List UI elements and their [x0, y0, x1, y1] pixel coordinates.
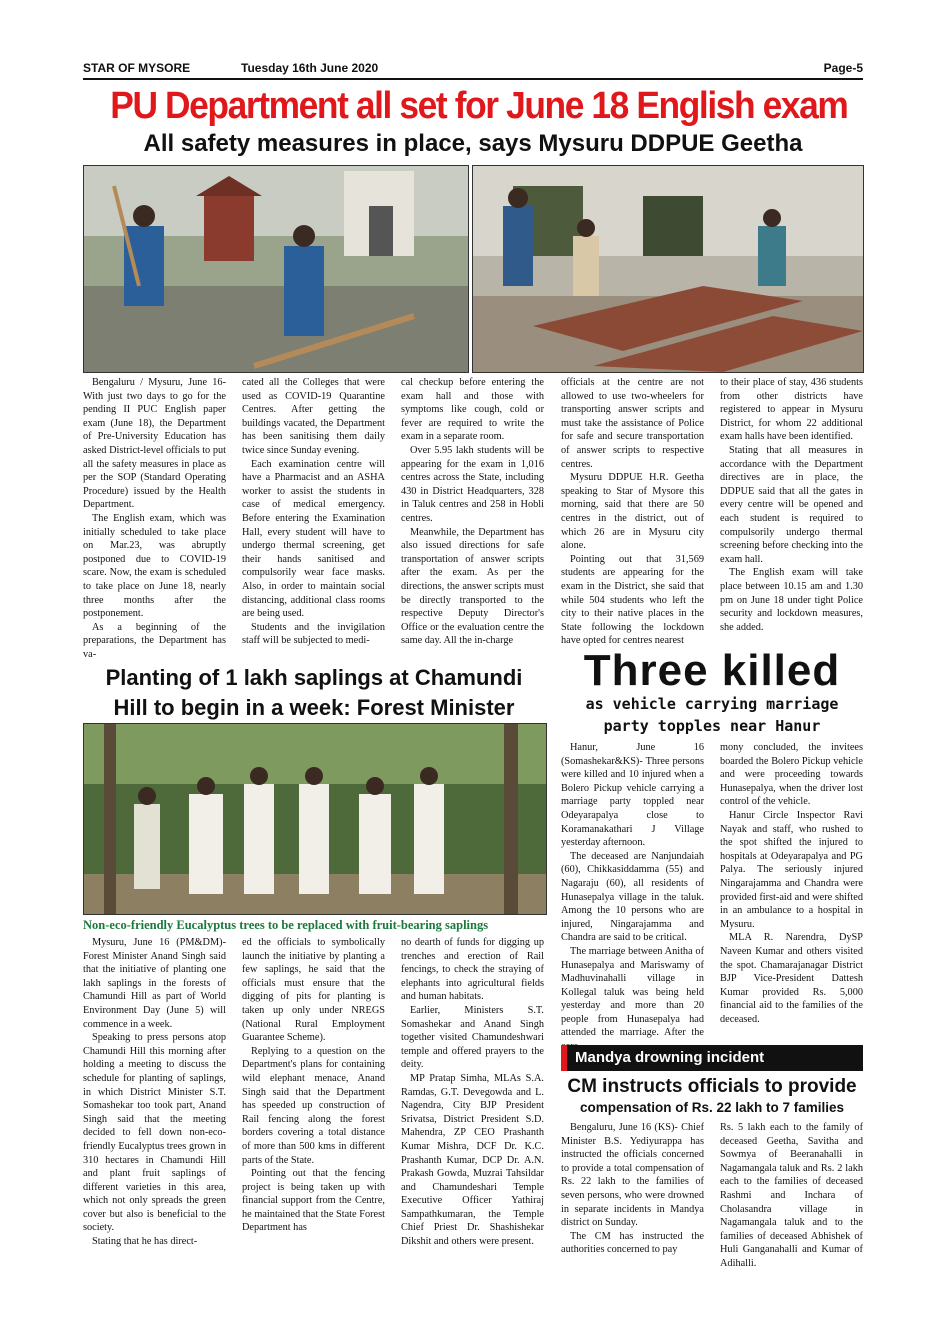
story3-column-2	[720, 741, 863, 1036]
paragraph: ed the officials to symbolically launch the initiative by planting a few saplings, he said that the officials must ensure that the digging of pits for planting is taken up only under NREGS (National Rural Employment Guarantee Scheme).	[242, 937, 385, 1044]
paragraph: Hanur Circle Inspector Ravi Nayak and staff, who rushed to the spot shifted the injured to hospitals at Odeyarapalya and PG Palya. The seriously injured Ningarajamma and Chandra were provided first-aid and were shifted in an ambulance to a hospital in Mysuru.	[720, 809, 863, 930]
story1-column-3	[401, 376, 544, 652]
photo-sanitising-gate	[83, 165, 469, 373]
photo-sanitising-gate-illustration	[84, 166, 468, 372]
paragraph: Stating that he has direct-	[92, 1236, 198, 1248]
paragraph: The English exam, which was initially scheduled to take place on Mar.23, was abruptly postponed due to COVID-19 scare. Now, the exam is scheduled to take place on June 18, nearly three months after the postponement.	[83, 512, 226, 620]
paragraph: The CM has instructed the authorities concerned to pay	[561, 1230, 704, 1256]
paragraph: MLA R. Narendra, DySP Naveen Kumar and others visited the spot. Chamarajanagar District BJP Vice-President Dattesh Kumar provided Rs. 5,000 financial aid to the families of the deceased.	[720, 932, 863, 1025]
story1-column-2	[242, 376, 385, 652]
issue-date: Tuesday 16th June 2020	[241, 61, 379, 75]
paragraph: Hanur, June 16 (Somashekar&KS)- Three persons were killed and 10 injured when a Bolero Pickup vehicle carrying a marriage party toppled near Odeyarapalya close to Koramanakathari J Village yesterday afternoon.	[561, 742, 704, 849]
paragraph: MP Pratap Simha, MLAs S.A. Ramdas, G.T. Devegowda and L. Nagendra, City BJP President Srivatsa, District President S.D. Mahendra, ZP CEO Prashanth Kumar Mishra, DCF Dr. K.C. Prashanth Kumar, DCP Dr. A.N. Prakash Gowda, Muzrai Tahsildar and Chamundeshari Temple Executive Officer Yathiraj Sampathkumaran, the Temple Chief Priest Dr. Shashishekar Dikshit and others were present.	[401, 1072, 544, 1248]
paragraph: Mysuru, June 16 (PM&DM)- Forest Minister Anand Singh said that the initiative of planting one lakh saplings in the forests of Chamundi Hill as part of World Environment Day (June 5) will commence in a week.	[83, 937, 226, 1030]
story1-column-1	[83, 376, 226, 660]
paragraph: Pointing out that the fencing project is being taken up with financial support from the Centre, he maintained that the State Forest Department has	[242, 1168, 385, 1234]
paragraph: As a beginning of the preparations, the Department has va-	[83, 621, 226, 660]
story4-subhead: compensation of Rs. 22 lakh to 7 families	[579, 1100, 845, 1115]
photo-chamundi-hill-illustration	[84, 724, 546, 914]
paragraph: The English exam will take place between 10.15 am and 1.30 pm on June 18 under tight Police security and lockdown measures, she added.	[720, 567, 863, 633]
story4-column-1	[561, 1121, 704, 1266]
story2-headline-line1: Planting of 1 lakh saplings at Chamundi	[105, 665, 523, 690]
story2-column-3	[401, 936, 544, 1266]
story1-column-5	[720, 376, 863, 652]
paragraph: Stating that all measures in accordance with the Department directives are in place, the DDPUE said that all the gates in every centre will be opened and each student is required to compulsorily undergo thermal screening before checking into the exam hall.	[720, 444, 863, 565]
paragraph: officials at the centre are not allowed to use two-wheelers for transporting answer scripts and must take the assistance of Police for safe and secure transportation of answer scripts to respective centres.	[561, 377, 704, 470]
paragraph: mony concluded, the invitees boarded the Bolero Pickup vehicle and were proceeding towards Hunasepalya, when the driver lost control of the vehicle.	[720, 742, 863, 808]
paragraph: Rs. 5 lakh each to the family of deceased Geetha, Savitha and Sowmya of Beeranahalli in Nagamangala taluk and Rs. 2 lakh each to the families of deceased Rashmi and Inchara of Cholasandra village in Nagamangala taluk and to the families of deceased Abhishek of Huli Ganganahalli and Kumar of Adihalli.	[720, 1122, 863, 1269]
paragraph: Meanwhile, the Department has also issued directions for safe transportation of answer scripts after the exam. As per the directions, the answer scripts must be directly transported to the respective Deputy Director's Office or the evaluation centre the same day. All the in-charge	[401, 526, 544, 647]
main-subheadline: All safety measures in place, says Mysuru DDPUE Geetha	[143, 130, 803, 157]
page-number: Page-5	[823, 61, 863, 75]
paragraph: cal checkup before entering the exam hall and those with symptoms like cough, cold or fever are required to write the exam in a separate room.	[401, 377, 544, 443]
paragraph: Mysuru DDPUE H.R. Geetha speaking to Star of Mysore this morning, said that there are 50 centres in the district, out of which 26 are in Mysuru city alone.	[561, 472, 704, 552]
story4-headline: CM instructs officials to provide	[567, 1076, 857, 1097]
paragraph: cated all the Colleges that were used as COVID-19 Quarantine Centres. After getting the buildings vacated, the Department has been sanitising them daily twice since Sunday evening.	[242, 377, 385, 456]
paragraph: Speaking to press persons atop Chamundi Hill this morning after holding a meeting to discuss the schedule for planting of saplings, in which District Minister S.T. Somashekar too took part, Anand Singh said that the meeting decided to fell down non-eco-friendly Eucalyptus trees grown in 310 hectares in Chamundi Hill and plant fruit saplings of different varieties in this area, which not only spreads the green cover but also is beneficial to the society.	[83, 1032, 226, 1234]
photo-exam-hall-illustration	[473, 166, 863, 372]
story3-column-1	[561, 741, 704, 1039]
paragraph: Over 5.95 lakh students will be appearing for the exam in 1,016 centres across the State, including 430 in District Headquarters, 328 in Taluk centres and 258 in Hobli centres.	[401, 444, 544, 524]
paragraph: Pointing out that 31,569 students are appearing for the exam in the District, she said that while 504 students who left the city to their native places in the State following the lockdown have opted for centres nearest	[561, 553, 704, 647]
story4-column-2	[720, 1121, 863, 1269]
story3-subhead-line2: party topples near Hanur	[603, 717, 821, 735]
main-headline: PU Department all set for June 18 English exam	[110, 85, 848, 127]
paragraph: Replying to a question on the Department's plans for containing wild elephant menace, Anand Singh said that the Department has speeded up construction of Rail fencing along the forest borders covering a total distance of more than 500 kms in different parts of the State.	[242, 1045, 385, 1166]
section-bar-mandya: Mandya drowning incident	[561, 1045, 863, 1071]
story2-column-2	[242, 936, 385, 1266]
paragraph: to their place of stay, 436 students from other districts have registered to appear in Mysuru District, for whom 22 additional exam halls have been identified.	[720, 377, 863, 443]
paragraph: Earlier, Ministers S.T. Somashekar and Anand Singh together visited Chamundeshwari temple and offered prayers to the deity.	[401, 1004, 544, 1071]
paragraph: Each examination centre will have a Pharmacist and an ASHA worker to assist the students in case of medical emergency. Before entering the Examination Hall, every student will have to undergo thermal screening, get their hands sanitised and compulsorily wear face masks. Also, in order to maintain social distancing, additional class rooms are being used.	[242, 458, 385, 620]
paragraph: Bengaluru / Mysuru, June 16- With just two days to go for the pending II PUC English paper exam (June 18), the Department of Pre-University Education has asked District-level officials to put all the safety measures in place as per the SOP (Standard Operating Procedure) issued by the Health Department.	[83, 377, 226, 511]
photo-exam-hall-cleaning	[472, 165, 864, 373]
story2-column-1	[83, 936, 226, 1266]
story3-headline: Three killed	[583, 646, 841, 695]
story2-headline-line2: Hill to begin in a week: Forest Minister	[113, 695, 515, 720]
paper-name: STAR OF MYSORE	[83, 61, 191, 75]
photo-caption: Non-eco-friendly Eucalyptus trees to be replaced with fruit-bearing saplings	[83, 918, 489, 932]
paragraph: The deceased are Nanjundaiah (60), Chikkasiddamma (55) and Nagaraju (60), all residents of Hunasepalya village in the taluk. Among the 10 persons who are injured, Ningarajamma and Chandra are said to be critical.	[561, 850, 704, 944]
paragraph: The marriage between Anitha of Hunasepalya and Mariswamy of Madhuvinahalli village in Kollegal taluk was being held yesterday and more than 20 people from Hunasepalya had attended the marriage. After the	[561, 945, 704, 1039]
story1-column-4	[561, 376, 704, 652]
masthead	[83, 60, 863, 80]
paragraph: Bengaluru, June 16 (KS)- Chief Minister B.S. Yediyurappa has instructed the officials concerned to provide a total compensation of Rs. 22 lakh to the families of seven persons, who were drowned in separate incidents in Mandya district on Sunday.	[561, 1122, 704, 1229]
paragraph: Students and the invigilation staff will be subjected to medi-	[242, 621, 385, 647]
story3-subhead-line1: as vehicle carrying marriage	[585, 695, 839, 713]
photo-chamundi-hill-officials	[83, 723, 547, 915]
paragraph: no dearth of funds for digging up trenches and erection of Rail fencings, to check the straying of elephants into agricultural fields and human habitats.	[401, 937, 544, 1003]
